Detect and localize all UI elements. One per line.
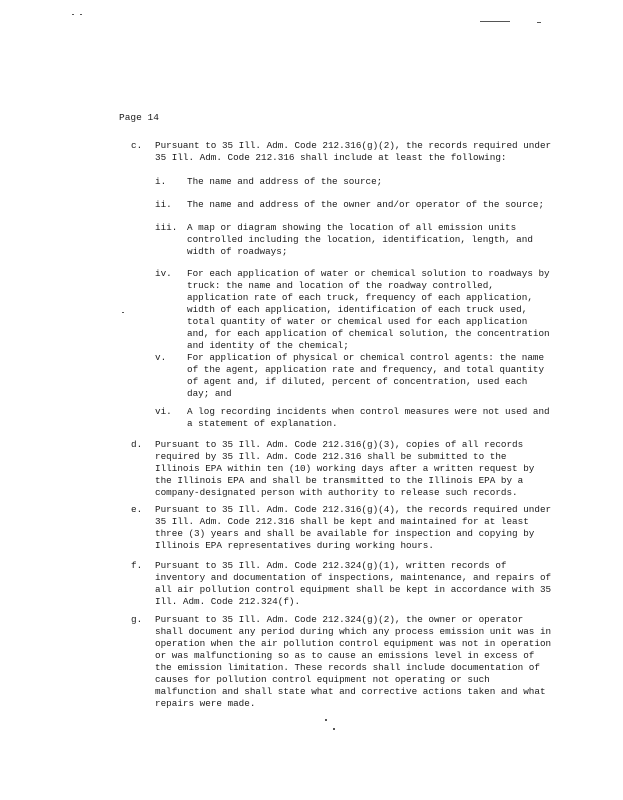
section-e-label: e. [131,504,143,515]
section-f-text: Pursuant to 35 Ill. Adm. Code 212.324(g)(1), written records of inventory and documentation of inspections, maintenance, and repairs of all air pollution control equipment shall be kept in accordance with 35 Ill. Adm. Code 212.324(f). [155,560,552,607]
scan-speck [333,728,335,730]
section-c-text: Pursuant to 35 Ill. Adm. Code 212.316(g)(2), the records required under 35 Ill. Adm. Code 212.316 shall include at least the following: [155,140,552,163]
section-f-label: f. [131,560,143,571]
scan-speck [325,719,327,721]
section-e-text: Pursuant to 35 Ill. Adm. Code 212.316(g)(4), the records required under 35 Ill. Adm. Code 212.316 shall be kept and maintained for at least three (3) years and shall be available for inspection and copying by Illinois EPA representatives during working hours. [155,504,552,551]
item-v-label: v. [155,352,167,363]
scan-speck [72,14,74,15]
item-ii-text: The name and address of the owner and/or operator of the source; [187,199,545,210]
scan-speck [80,14,82,15]
section-d-text: Pursuant to 35 Ill. Adm. Code 212.316(g)(3), copies of all records required by 35 Ill. Adm. Code 212.316 shall be submitted to the Illinois EPA within ten (10) working days after a written request by the Illinois EPA and shall be transmitted to the Illinois EPA by a company-designated person with authority to release such records. [155,439,535,498]
item-iv-text: For each application of water or chemical solution to roadways by truck: the name and location of the roadway controlled, application rate of each truck, frequency of each application, width of each application, identification of each truck used, total quantity of water or chemical used for each application and, for each application of chemical solution, the concentration and identity of the chemical; [187,268,550,351]
section-d-label: d. [131,439,143,450]
item-vi-text: A log recording incidents when control measures were not used and a statement of explanation. [187,406,550,429]
scan-speck [480,21,510,22]
item-iii-label: iii. [155,222,178,233]
scan-speck [537,22,541,23]
item-ii-label: ii. [155,199,172,210]
item-vi-label: vi. [155,406,172,417]
section-c-label: c. [131,140,143,151]
section-g-text: Pursuant to 35 Ill. Adm. Code 212.324(g)(2), the owner or operator shall document any period during which any process emission unit was in operation when the air pollution control equipment was not in operation or was malfunctioning so as to cause an emissions level in excess of the emission limitation. These records shall include documentation of causes for pollution control equipment not operating or such malfunction and shall state what and corrective actions taken and what repairs were made. [155,614,552,709]
scan-speck [122,312,124,313]
item-i-label: i. [155,176,167,187]
item-iii-text: A map or diagram showing the location of all emission units controlled including the location, identification, length, and width of roadways; [187,222,533,257]
section-g-label: g. [131,614,143,625]
item-i-text: The name and address of the source; [187,176,383,187]
item-v-text: For application of physical or chemical control agents: the name of the agent, application rate and frequency, and total quantity of agent and, if diluted, percent of concentration, used each day; and [187,352,545,399]
page-number: Page 14 [119,112,159,123]
item-iv-label: iv. [155,268,172,279]
